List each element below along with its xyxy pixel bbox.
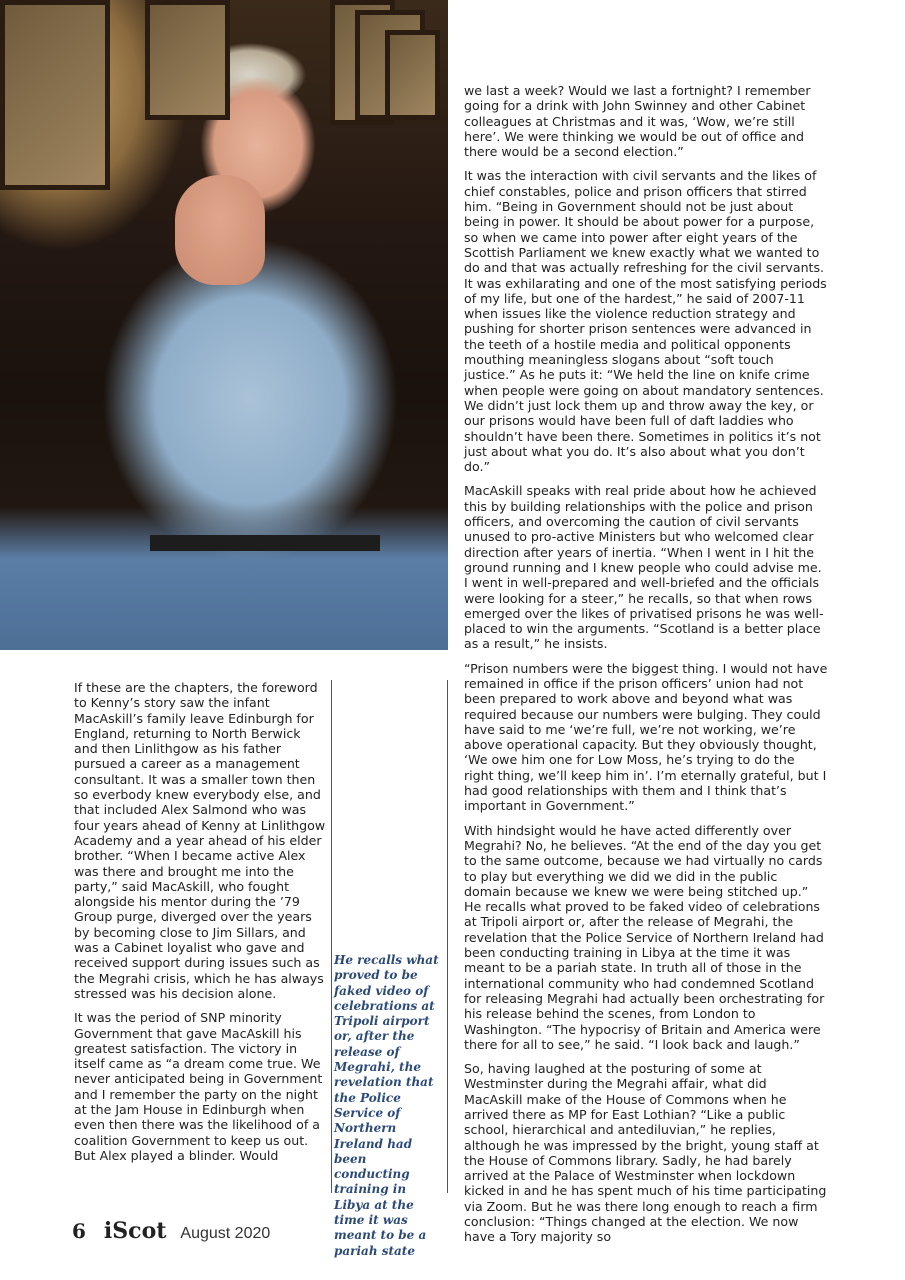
body-paragraph: “Prison numbers were the biggest thing. I would not have remained in office if the prison officers’ union had not been prepared to work above and beyond what was required because our numbers were bulging. They could have said to me ‘we’re full, we’re not working, we’re above operational capacity. But they obviously thought, ‘We owe him one for Low Moss, he’s trying to do the right thing, we’ll keep him in’. I’m eternally grateful, but I had good relationships with them and I think that’s important in Government.” xyxy=(464,660,828,814)
body-paragraph: So, having laughed at the posturing of some at Westminster during the Megrahi affair, what did MacAskill make of the House of Commons when he arrived there as MP for East Lothian? “Like a public school, hierarchical and antediluvian,” he replies, although he was impressed by the bright, young staff at the House of Commons library. Sadly, he had barely arrived at the Palace of Westminster when lockdown kicked in and he has spent much of his time participating via Zoom. But he was there long enough to reach a firm conclusion: “Things changed at the election. We now have a Tory majority so xyxy=(464,1061,827,1245)
column-rule xyxy=(447,680,448,1193)
body-paragraph: With hindsight would he have acted differently over Megrahi? No, he believes. “At the end of the day you get to the same outcome, because we had virtually no cards to play but everything we did we did in the public domain because we knew we were being stitched up.” He recalls what proved to be faked video of celebrations at Tripoli airport or, after the release of Megrahi, the revelation that the Police Service of Northern Ireland had been conducting training in Libya at the time it was meant to be a pariah state. In truth all of those in the international community who had condemned Scotland for releasing Megrahi had actually been orchestrating for his release behind the scenes, from London to Washington. “The hypocrisy of Britain and America were there for all to see,” he said. “I look back and laugh.” xyxy=(464,822,825,1052)
page-number: 6 xyxy=(72,1219,86,1243)
body-paragraph: MacAskill speaks with real pride about how he achieved this by building relationships with the police and prison officers, and overcoming the caution of civil servants unused to pro-active Ministers but who welcomed clear direction after years of inertia. “When I went in I hit the ground running and I knew people who could advise me. I went in well-prepared and well-briefed and the officials were looking for a steer,” he recalls, so that when rows emerged over the likes of privatised prisons he was well-placed to win the arguments. “Scotland is a better place as a result,” he insists. xyxy=(464,483,824,652)
body-paragraph: It was the period of SNP minority Government that gave MacAskill his greatest satisfaction. The victory in itself came as “a dream come true. We never anticipated being in Government and I remember the party on the night at the Jam House in Edinburgh when even then there was the likelihood of a coalition Government to keep us out. But Alex played a blinder. Would xyxy=(74,1010,323,1163)
hand-shape xyxy=(175,175,265,285)
article-photo xyxy=(0,0,448,650)
issue-date: August 2020 xyxy=(180,1225,271,1242)
pull-quote: He recalls what proved to be faked video of celebrations at Tripoli airport or, after the release of Megrahi, the revelation that the Police Service of Northern Ireland had been conducting training in Libya at the time it was meant to be a pariah state xyxy=(334,953,439,1258)
wall-picture-frame xyxy=(0,0,110,190)
wall-picture-frame xyxy=(145,0,230,120)
body-paragraph: we last a week? Would we last a fortnight? I remember going for a drink with John Swinney and other Cabinet colleagues at Christmas and it was, ‘Wow, we’re still here’. We were thinking we would be out of office and there would be a second election.” xyxy=(464,83,811,160)
body-paragraph: It was the interaction with civil servants and the likes of chief constables, police and prison officers that stirred him. “Being in Government should not be just about being in power. It should be about power for a purpose, so when we came into power after eight years of the Scottish Parliament we knew exactly what we wanted to do and that was actually refreshing for the civil servants. It was exhilarating and one of the most satisfying periods of my life, but one of the hardest,” he said of 2007-11 when issues like the violence reduction strategy and pushing for shorter prison sentences were advanced in the teeth of a hostile media and political opponents mouthing meaningless slogans about “soft touch justice.” As he puts it: “We held the line on knife crime when people were going on about mandatory sentences. We didn’t just lock them up and throw away the key, or our prisons would have been full of daft laddies who shouldn’t have been there. Sometimes in politics it’s not just about what you do. It’s also about what you don’t do.” xyxy=(464,168,827,475)
left-column xyxy=(74,680,326,1172)
right-column xyxy=(464,83,828,1254)
wall-picture-frame xyxy=(385,30,440,120)
belt-shape xyxy=(150,535,380,551)
page-footer xyxy=(72,1218,270,1248)
magazine-logo: iScot xyxy=(103,1218,167,1244)
column-rule xyxy=(331,680,332,1193)
body-paragraph: If these are the chapters, the foreword to Kenny’s story saw the infant MacAskill’s family leave Edinburgh for England, returning to North Berwick and then Linlithgow as his father pursued a career as a management consultant. It was a smaller town then so everbody knew everybody else, and that included Alex Salmond who was four years ahead of Kenny at Linlithgow Academy and a year ahead of his elder brother. “When I became active Alex was there and brought me into the party,” said MacAskill, who fought alongside his mentor during the ’79 Group purge, diverged over the years by becoming close to Jim Sillars, and was a Cabinet loyalist who gave and received support during issues such as the Megrahi crisis, which he has always stressed was his decision alone. xyxy=(74,680,326,1001)
